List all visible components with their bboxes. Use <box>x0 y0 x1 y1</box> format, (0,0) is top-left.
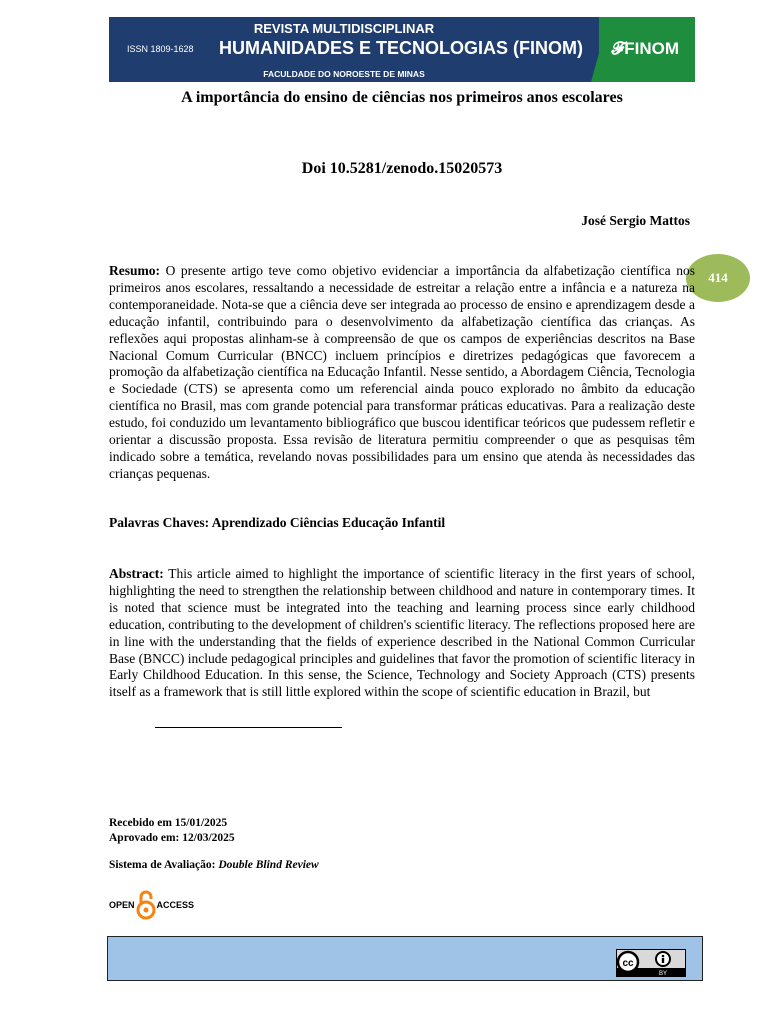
license-footer-box <box>107 936 703 981</box>
approved-date: Aprovado em: 12/03/2025 <box>109 832 235 844</box>
open-access-left: OPEN <box>109 900 135 910</box>
open-access-right: ACCESS <box>156 900 195 910</box>
article-author: José Sergio Mattos <box>581 213 690 228</box>
finom-logo-icon: 𝓕 <box>611 39 625 58</box>
abstract-text: This article aimed to highlight the importance of scientific literacy in the first years of school, highlighting the need to strengthen the relationship between childhood and nature in contemporary times. It is noted that science must be integrated into the teaching and learning process since early childhood education, contributing to the development of children's scientific literacy. The reflections proposed here are in line with the understanding that the fields of experience described in the National Common Curricular Base (BNCC) include pedagogical principles and guidelines that favor the promotion of scientific literacy in Early Childhood Education. In this sense, the Science, Technology and Society Approach (CTS) presents itself as a framework that is still little explored within the scope of scientific education in Brazil, but <box>109 566 695 700</box>
abstract-paragraph <box>109 566 695 718</box>
review-label: Sistema de Avaliação: <box>109 859 216 871</box>
resumo-text: O presente artigo teve como objetivo evidenciar a importância da alfabetização científica nos primeiros anos escolares, ressaltando a necessidade de estreitar a relação entre a infância e a natureza na contemporaneidade. Nota-se que a ciência deve ser integrada ao processo de ensino e aprendizagem desde a educação infantil, contribuindo para o desenvolvimento da alfabetização científica das crianças. As reflexões aqui propostas alinham-se à compreensão de que os campos de experiências descritos na Base Nacional Comum Curricular (BNCC) incluem princípios e diretrizes pedagógicas que favorecem a promoção da alfabetização científica na Educação Infantil. Nesse sentido, a Abordagem Ciência, Tecnologia e Sociedade (CTS) se apresenta como um referencial ainda pouco explorado no âmbito da educação científica no Brasil, mas com grande potencial para transformar práticas educativas. Para a realização deste estudo, foi conduzido um levantamento bibliográfico que buscou identificar teóricos que pudessem refletir e orientar a discussão proposta. Essa revisão de literatura permitiu compreender o que as pesquisas têm indicado sobre a temática, revelando novas possibilidades para um ensino que atenda às necessidades das crianças pequenas. <box>109 263 695 481</box>
article-doi: Doi 10.5281/zenodo.15020573 <box>301 160 503 177</box>
issn: ISSN 1809-1628 <box>127 44 194 54</box>
journal-name-line3: FACULDADE DO NOROESTE DE MINAS <box>263 69 425 79</box>
journal-name-line2: HUMANIDADES E TECNOLOGIAS (FINOM) <box>219 38 583 58</box>
article-title: A importância do ensino de ciências nos primeiros anos escolares <box>181 89 623 106</box>
footnote-divider <box>155 727 342 728</box>
abstract-label: Abstract: <box>109 566 164 581</box>
cc-by-license-badge <box>616 949 686 977</box>
open-access-logo <box>109 889 194 921</box>
resumo-paragraph <box>109 263 695 483</box>
open-access-lock-icon <box>136 890 156 920</box>
svg-text:cc: cc <box>622 958 634 969</box>
journal-banner <box>109 17 695 82</box>
cc-by-label: BY <box>658 971 668 976</box>
review-system <box>109 859 319 871</box>
received-date: Recebido em 15/01/2025 <box>109 817 228 829</box>
journal-name-line1: REVISTA MULTIDISCIPLINAR <box>253 21 435 36</box>
keywords: Palavras Chaves: Aprendizado Ciências Educação Infantil <box>109 515 446 530</box>
finom-logo-text: FINOM <box>624 39 679 58</box>
finom-logo <box>612 39 679 59</box>
cc-by-icon <box>617 950 685 976</box>
resumo-label: Resumo: <box>109 263 160 278</box>
page-number-badge: 414 <box>686 254 750 302</box>
review-value: Double Blind Review <box>218 859 319 871</box>
